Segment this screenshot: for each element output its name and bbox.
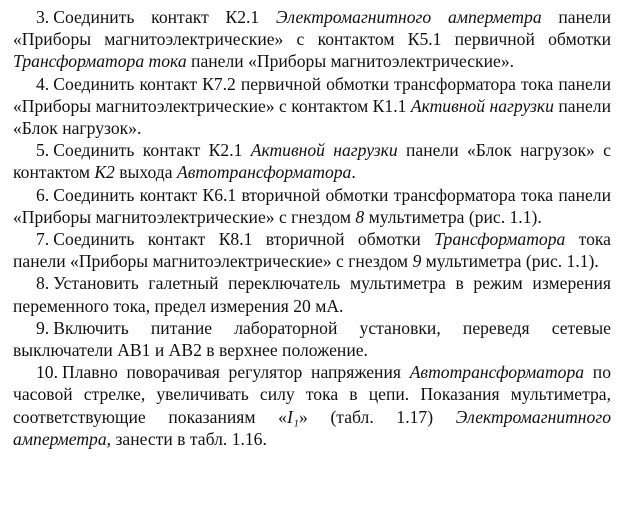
italic-run: I [286, 406, 293, 427]
document-page [13, 6, 611, 450]
italic-run: ₁ [292, 406, 299, 427]
text-run: тока панели «Приборы магнитоэлектрические» с гнездом [13, 229, 611, 272]
text-run: панели «Приборы магнитоэлектрические». [186, 51, 515, 72]
text-run: Соединить контакт К2.1 [53, 7, 276, 27]
step-number: 9. [36, 317, 50, 338]
text-run: Установить галетный переключатель мультиметра в режим измерения переменного тока, предел измерения 20 мА. [13, 273, 611, 316]
italic-run: Электромагнитного амперметра [275, 7, 542, 27]
italic-run: К2 [94, 162, 115, 183]
step-paragraph [13, 139, 611, 183]
text-run: панели «Приборы магнитоэлектрические» с контактом К5.1 первичной обмотки [13, 7, 612, 50]
italic-run: Трансформатора [434, 229, 566, 250]
step-text [13, 273, 611, 315]
italic-run: 8 [355, 206, 365, 227]
step-paragraph [13, 361, 611, 450]
text-run: Включить питание лабораторной установки, переведя сетевые выключатели АВ1 и АВ2 в верхнее положение. [13, 317, 611, 361]
text-run: . [351, 162, 356, 183]
text-run: » (табл. 1.17) [298, 406, 456, 427]
step-paragraph [13, 317, 611, 361]
step-paragraph [13, 228, 611, 272]
text-run: панели «Блок нагрузок». [13, 95, 612, 139]
step-paragraph [13, 184, 611, 228]
text-run: , занести в табл. 1.16. [106, 428, 267, 449]
italic-run: Автотрансформатора [176, 162, 352, 183]
step-number: 10. [36, 362, 58, 383]
step-text [13, 185, 611, 227]
text-run: Соединить контакт К7.2 первичной обмотки трансформатора тока панели «Приборы магнитоэлектрические» с контактом К1.1 [13, 73, 611, 116]
text-run: Плавно поворачивая регулятор напряжения [62, 362, 410, 383]
step-paragraph [13, 73, 611, 140]
step-paragraph [13, 272, 611, 316]
step-number: 8. [36, 273, 50, 294]
text-run: по часовой стрелке, увеличивать силу тока в цепи. Показания мультиметра, соответствующие показаниям « [13, 362, 611, 427]
step-text [13, 74, 611, 138]
step-number: 7. [36, 229, 50, 250]
text-run: Соединить контакт К2.1 [53, 140, 251, 161]
italic-run: Активной нагрузки [410, 95, 554, 116]
text-run: Соединить контакт К8.1 вторичной обмотки [53, 229, 435, 250]
text-run: панели «Блок нагрузок» с контактом [13, 140, 611, 183]
step-text [13, 140, 611, 182]
italic-run: Автотрансформатора [409, 362, 585, 383]
italic-run: 9 [412, 251, 422, 272]
step-text [13, 362, 611, 449]
step-text [13, 7, 611, 71]
italic-run: Трансформатора тока [13, 51, 187, 72]
step-number: 6. [36, 184, 50, 205]
step-number: 3. [36, 7, 50, 27]
step-paragraph [13, 6, 611, 73]
text-run: выхода [114, 162, 177, 183]
step-text [13, 229, 611, 271]
step-text [13, 318, 611, 360]
text-run: Соединить контакт К6.1 вторичной обмотки трансформатора тока панели «Приборы магнитоэлектрические» с гнездом [13, 184, 611, 227]
text-run: мультиметра (рис. 1.1). [364, 206, 542, 227]
step-number: 4. [36, 73, 50, 94]
italic-run: Электромагнитного амперметра [13, 406, 611, 449]
text-run: мультиметра (рис. 1.1). [421, 251, 599, 272]
step-number: 5. [36, 140, 50, 161]
italic-run: Активной нагрузки [250, 140, 398, 161]
